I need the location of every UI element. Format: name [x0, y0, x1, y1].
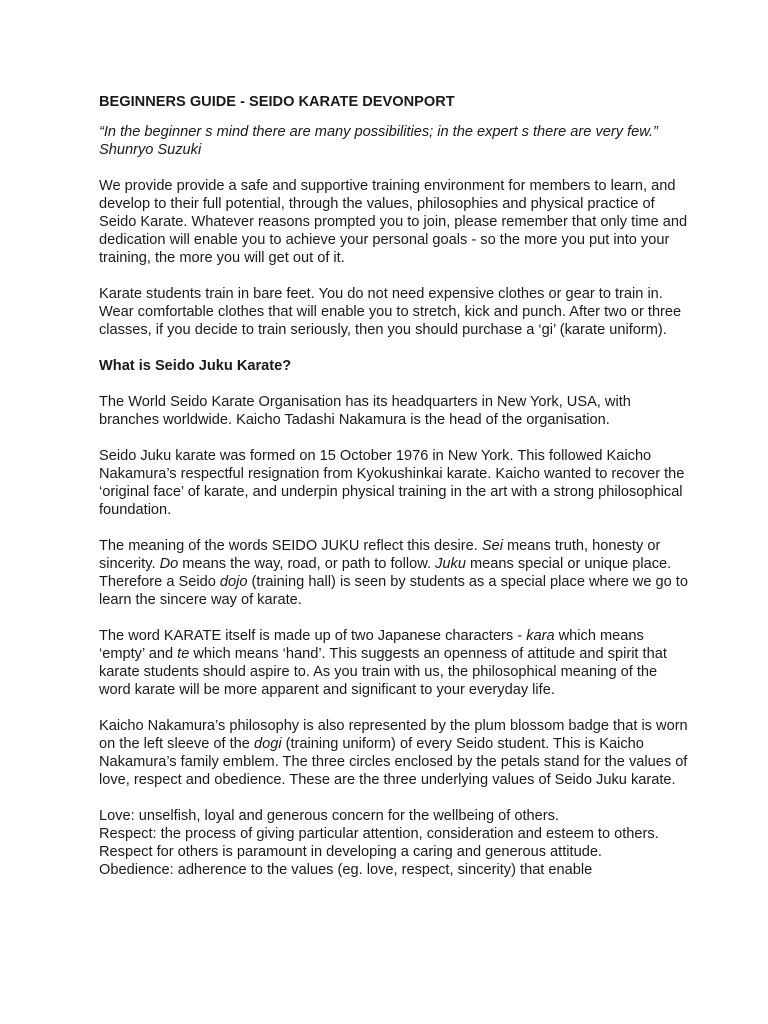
intro-paragraph-2: Karate students train in bare feet. You do not need expensive clothes or gear to train in. Wear comfortable clothes that will enable you to stretch, kick and punch. After two or three classes, if you decide to train seriously, then you should purchase a ‘gi’ (karate uniform). — [99, 286, 682, 338]
term-kara: kara — [526, 628, 555, 644]
term-juku: Juku — [435, 556, 466, 572]
term-dojo: dojo — [219, 574, 248, 590]
quote-text: “In the beginner s mind there are many possibilities; in the expert s there are very few.” — [99, 124, 658, 140]
history-paragraph: Seido Juku karate was formed on 15 October 1976 in New York. This followed Kaicho Nakamura’s respectful resignation from Kyokushinkai karate. Kaicho wanted to recover the ‘original face’ of karate, and underpin physical training in the art with a strong philosophical foundation. — [99, 448, 685, 518]
quote-author: Shunryo Suzuki — [99, 142, 202, 158]
meaning-text-3: means the way, road, or path to follow. — [178, 556, 436, 572]
karate-text-2: which means ‘empty’ and — [99, 628, 644, 662]
meaning-text-5: (training hall) is seen by students as a special place where we go to learn the sincere way of karate. — [99, 574, 688, 608]
intro-paragraph-1: We provide provide a safe and supportive training environment for members to learn, and develop to their full potential, through the values, philosophies and physical practice of Seido Karate. Whatever reasons prompted you to join, please remember that only time and dedication will enable you to achieve your personal goals - so the more you put into your training, the more you will get out of it. — [99, 178, 688, 266]
document-title: BEGINNERS GUIDE - SEIDO KARATE DEVONPORT — [99, 94, 455, 110]
term-do: Do — [159, 556, 179, 572]
meaning-paragraph — [99, 537, 689, 609]
section-heading: What is Seido Juku Karate? — [99, 358, 292, 374]
badge-text-1: Kaicho Nakamura’s philosophy is also represented by the plum blossom badge that is worn on the left sleeve of the — [99, 718, 688, 752]
karate-text-1: The word KARATE itself is made up of two Japanese characters - — [99, 628, 527, 644]
term-dogi: dogi — [253, 736, 282, 752]
definition-obedience: Obedience: adherence to the values (eg. love, respect, sincerity) that enable — [99, 862, 593, 878]
definition-love: Love: unselfish, loyal and generous concern for the wellbeing of others. — [99, 808, 559, 824]
badge-paragraph — [99, 717, 689, 789]
meaning-text-4: means special or unique place. Therefore a Seido — [99, 556, 672, 590]
definition-respect: Respect: the process of giving particular attention, consideration and esteem to others. Respect for others is paramount in developing a caring and generous attitude. — [99, 826, 659, 860]
organisation-paragraph: The World Seido Karate Organisation has its headquarters in New York, USA, with branches worldwide. Kaicho Tadashi Nakamura is the head of the organisation. — [99, 394, 631, 428]
karate-text-3: which means ‘hand’. This suggests an openness of attitude and spirit that karate students should aspire to. As you train with us, the philosophical meaning of the word karate will be more apparent and significant to your everyday life. — [99, 646, 667, 698]
karate-word-paragraph — [99, 627, 689, 699]
meaning-text-2: means truth, honesty or sincerity. — [99, 538, 661, 572]
badge-text-2: (training uniform) of every Seido student. This is Kaicho Nakamura’s family emblem. The three circles enclosed by the petals stand for the values of love, respect and obedience. These are the three underlying values of Seido Juku karate. — [99, 736, 688, 788]
term-sei: Sei — [481, 538, 503, 554]
term-te: te — [177, 646, 190, 662]
meaning-text-1: The meaning of the words SEIDO JUKU reflect this desire. — [99, 538, 482, 554]
document-page — [99, 93, 689, 879]
